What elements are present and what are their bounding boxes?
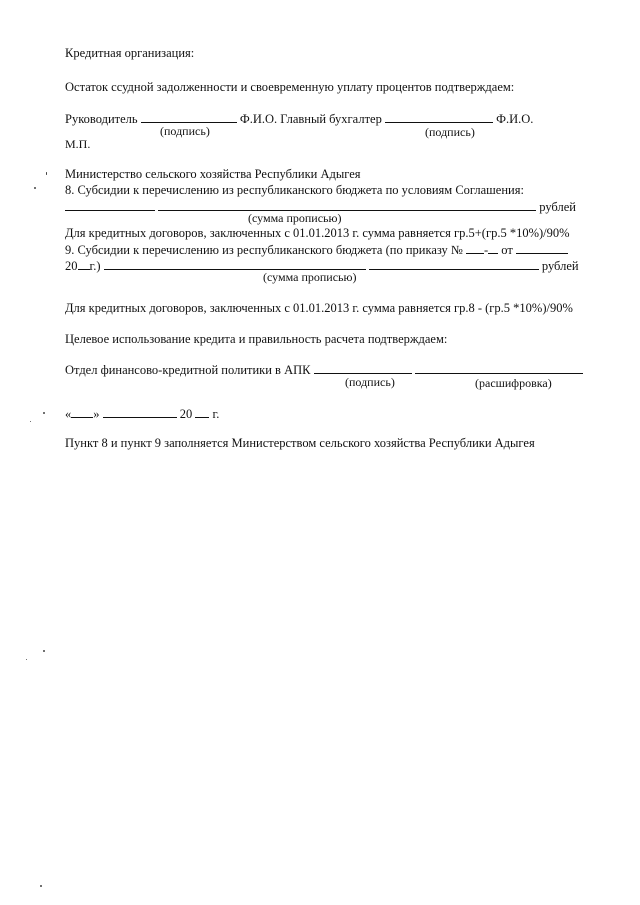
scan-speck bbox=[43, 650, 45, 652]
item9-order-suffix-field[interactable] bbox=[488, 242, 498, 254]
date-open-quote: « bbox=[65, 407, 72, 421]
item9-text-row: 9. Субсидии к перечислению из республиканского бюджета (по приказу № - от bbox=[65, 242, 568, 257]
stamp-label: М.П. bbox=[65, 137, 91, 151]
scan-speck bbox=[46, 172, 47, 175]
date-year-prefix: 20 bbox=[179, 407, 193, 421]
fio-label-1: Ф.И.О. bbox=[239, 112, 278, 126]
item9-text-mid: от bbox=[501, 243, 513, 257]
item9-currency: рублей bbox=[541, 259, 579, 273]
item9-amount-words-field[interactable] bbox=[369, 258, 539, 270]
item9-formula: Для кредитных договоров, заключенных с 01.01.2013 г. сумма равняется гр.8 - (гр.5 *10%)/90% bbox=[65, 301, 573, 315]
item9-amount-digits-field[interactable] bbox=[104, 258, 366, 270]
signatures-row bbox=[65, 111, 533, 126]
item9-caption: (сумма прописью) bbox=[263, 270, 357, 284]
department-decode-field[interactable] bbox=[415, 362, 583, 374]
scan-speck bbox=[43, 412, 45, 414]
item9-text-start: 9. Субсидии к перечислению из республиканского бюджета (по приказу № bbox=[65, 243, 463, 257]
sign-caption-1: (подпись) bbox=[160, 124, 210, 138]
footnote: Пункт 8 и пункт 9 заполняется Министерством сельского хозяйства Республики Адыгея bbox=[65, 436, 535, 450]
item8-amount-words-field[interactable] bbox=[158, 199, 536, 211]
item9-year-suffix: г.) bbox=[89, 259, 101, 273]
date-month-field[interactable] bbox=[103, 406, 177, 418]
date-close-quote: » bbox=[93, 407, 100, 421]
item8-text: 8. Субсидии к перечислению из республиканского бюджета по условиям Соглашения: bbox=[65, 183, 524, 197]
item9-year-prefix: 20 bbox=[65, 259, 78, 273]
item8-currency: рублей bbox=[539, 200, 576, 214]
item9-year-field[interactable] bbox=[78, 258, 90, 270]
item8-formula: Для кредитных договоров, заключенных с 01.01.2013 г. сумма равняется гр.5+(гр.5 *10%)/90% bbox=[65, 226, 570, 240]
scan-speck bbox=[26, 659, 27, 660]
head-label: Руководитель bbox=[65, 112, 138, 126]
target-use-text: Целевое использование кредита и правильность расчета подтверждаем: bbox=[65, 332, 448, 346]
accountant-signature-field[interactable] bbox=[385, 111, 493, 123]
item8-amount-digits-field[interactable] bbox=[65, 199, 155, 211]
credit-org-label: Кредитная организация: bbox=[65, 46, 195, 60]
fio-label-2: Ф.И.О. bbox=[496, 112, 534, 126]
scan-speck bbox=[34, 187, 36, 189]
department-decode-caption: (расшифровка) bbox=[475, 376, 552, 390]
department-signature-field[interactable] bbox=[314, 362, 412, 374]
date-year-suffix: г. bbox=[212, 407, 220, 421]
scan-speck bbox=[40, 885, 42, 887]
head-signature-field[interactable] bbox=[141, 111, 237, 123]
date-day-field[interactable] bbox=[71, 406, 93, 418]
date-year-field[interactable] bbox=[195, 406, 209, 418]
item9-date-field[interactable] bbox=[516, 242, 568, 254]
department-row bbox=[65, 362, 583, 377]
ministry-label: Министерство сельского хозяйства Республики Адыгея bbox=[65, 167, 361, 181]
department-sign-caption: (подпись) bbox=[345, 375, 395, 389]
department-label: Отдел финансово-кредитной политики в АПК bbox=[65, 363, 311, 377]
scan-speck bbox=[30, 421, 31, 422]
confirm-loan-text: Остаток ссудной задолженности и своевременную уплату процентов подтверждаем: bbox=[65, 80, 515, 94]
chief-accountant-label: Главный бухгалтер bbox=[280, 112, 382, 126]
item9-order-number-field[interactable] bbox=[466, 242, 484, 254]
sign-caption-2: (подпись) bbox=[425, 125, 475, 139]
date-line bbox=[65, 406, 219, 421]
item8-caption: (сумма прописью) bbox=[248, 211, 342, 225]
